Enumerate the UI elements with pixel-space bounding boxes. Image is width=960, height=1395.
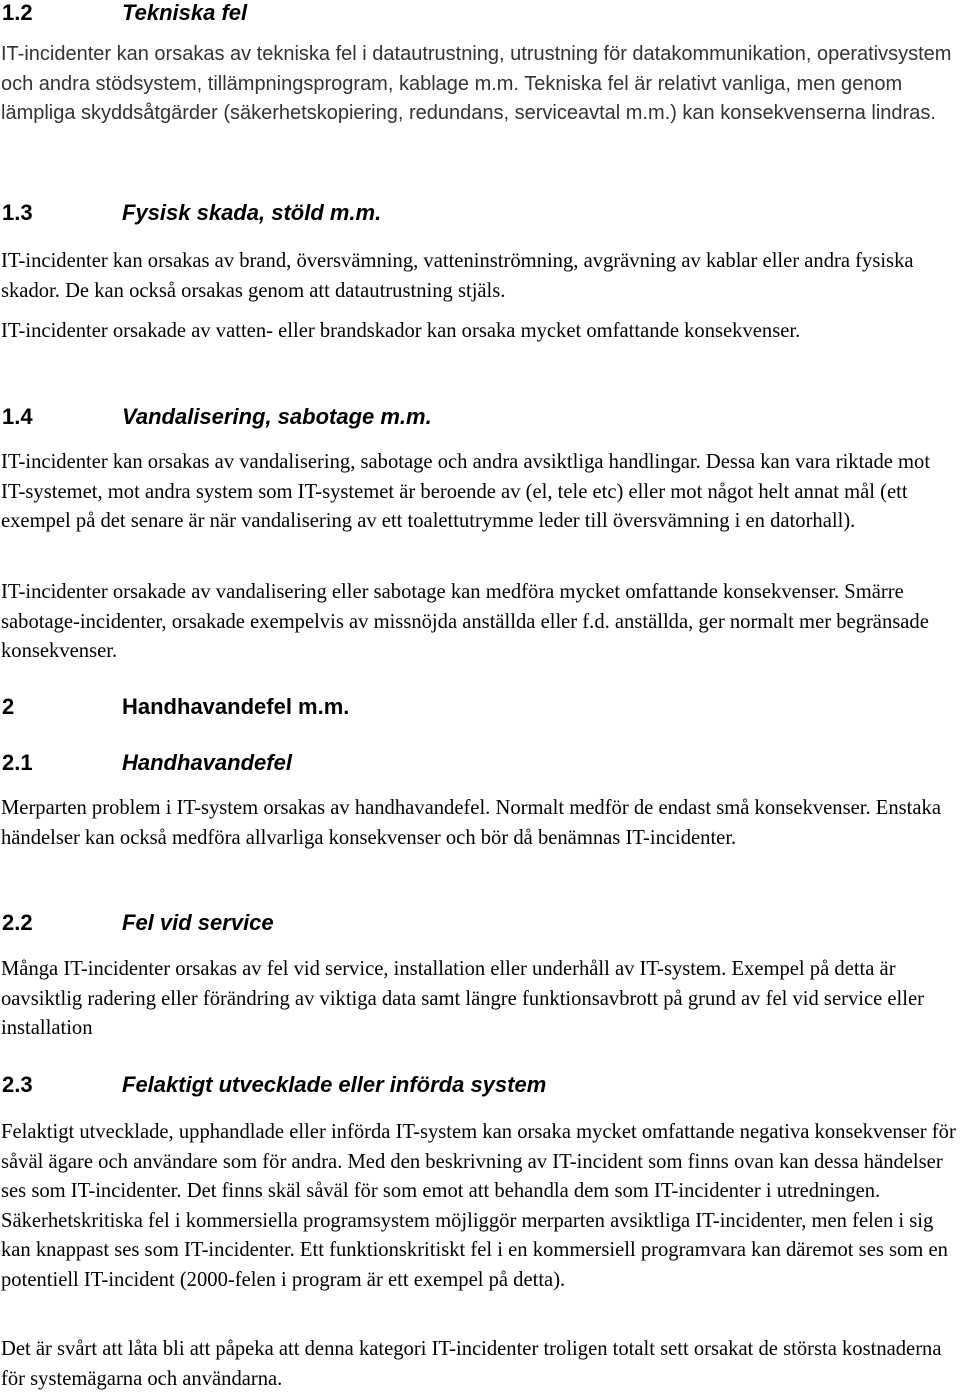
paragraph-fel-vid-service: Många IT-incidenter orsakas av fel vid service, installation eller underhåll av IT-system. Exempel på detta är oavsiktlig radering eller förändring av viktiga data samt längre funktionsavbrott på grund av fel vid service eller installation (1, 958, 924, 1039)
section-title: Tekniska fel (122, 0, 248, 25)
paragraph-felaktigt-utvecklade: Felaktigt utvecklade, upphandlade eller införda IT-system kan orsaka mycket omfattande negativa konsekvenser för såväl ägare och användare som för andra. Med den beskrivning av IT-incident som finns ovan kan dessa händelser ses som IT-incidenter. Det finns skäl såväl för som emot att behandla dem som IT-incidenter i utredningen. Säkerhetskritiska fel i kommersiella programsystem möjliggör merparten avsiktliga IT-incidenter, men felen i sig kan knappast ses som IT-incidenter. Ett funktionskritiskt fel i en kommersiell programvara kan däremot ses som en potentiell IT-incident (2000-felen i program är ett exempel på detta). (1, 1121, 956, 1291)
paragraph-storsta-kostnaderna: Det är svårt att låta bli att påpeka att denna kategori IT-incidenter troligen totalt sett orsakat de största kostnaderna för systemägarna och användarna. (1, 1338, 942, 1390)
paragraph-sabotage-konsekvenser: IT-incidenter orsakade av vandalisering eller sabotage kan medföra mycket omfattande konsekvenser. Smärre sabotage-incidenter, orsakade exempelvis av missnöjda anställda eller f.d. anställda, ger normalt mer begränsade konsekvenser. (1, 581, 929, 662)
section-number: 1.2 (2, 0, 33, 25)
section-title: Fel vid service (122, 910, 274, 935)
paragraph-handhavandefel: Merparten problem i IT-system orsakas av handhavandefel. Normalt medför de endast små konsekvenser. Enstaka händelser kan också medföra allvarliga konsekvenser och bör då benämnas IT-incidenter. (1, 797, 941, 849)
section-number: 2 (2, 694, 15, 719)
section-number: 2.1 (2, 750, 33, 775)
section-title: Vandalisering, sabotage m.m. (122, 404, 432, 429)
section-number: 1.3 (2, 200, 33, 225)
paragraph-tekniska-fel: IT-incidenter kan orsakas av tekniska fel i datautrustning, utrustning för datakommunikation, operativsystem och andra stödsystem, tillämpningsprogram, kablage m.m. Tekniska fel är relativt vanliga, men genom lämpliga skyddsåtgärder (säkerhetskopiering, redundans, serviceavtal m.m.) kan konsekvenserna lindras. (1, 43, 952, 124)
paragraph-fysisk-skada: IT-incidenter kan orsakas av brand, översvämning, vatteninströmning, avgrävning av kablar eller andra fysiska skador. De kan också orsakas genom att datautrustning stjäls. (1, 250, 914, 302)
paragraph-vatten-brandskador: IT-incidenter orsakade av vatten- eller brandskador kan orsaka mycket omfattande konsekvenser. (1, 320, 801, 342)
section-title: Handhavandefel (122, 750, 292, 775)
section-title: Fysisk skada, stöld m.m. (122, 200, 382, 225)
section-number: 2.3 (2, 1072, 33, 1097)
paragraph-vandalisering: IT-incidenter kan orsakas av vandalisering, sabotage och andra avsiktliga handlingar. Dessa kan vara riktade mot IT-systemet, mot andra system som IT-systemet är beroende av (el, tele etc) eller mot något helt annat mål (ett exempel på det senare är när vandalisering av ett toalettutrymme leder till översvämning i en datorhall). (1, 451, 931, 532)
section-title: Felaktigt utvecklade eller införda system (122, 1072, 547, 1097)
section-number: 2.2 (2, 910, 33, 935)
section-number: 1.4 (2, 404, 33, 429)
section-title: Handhavandefel m.m. (122, 694, 350, 719)
